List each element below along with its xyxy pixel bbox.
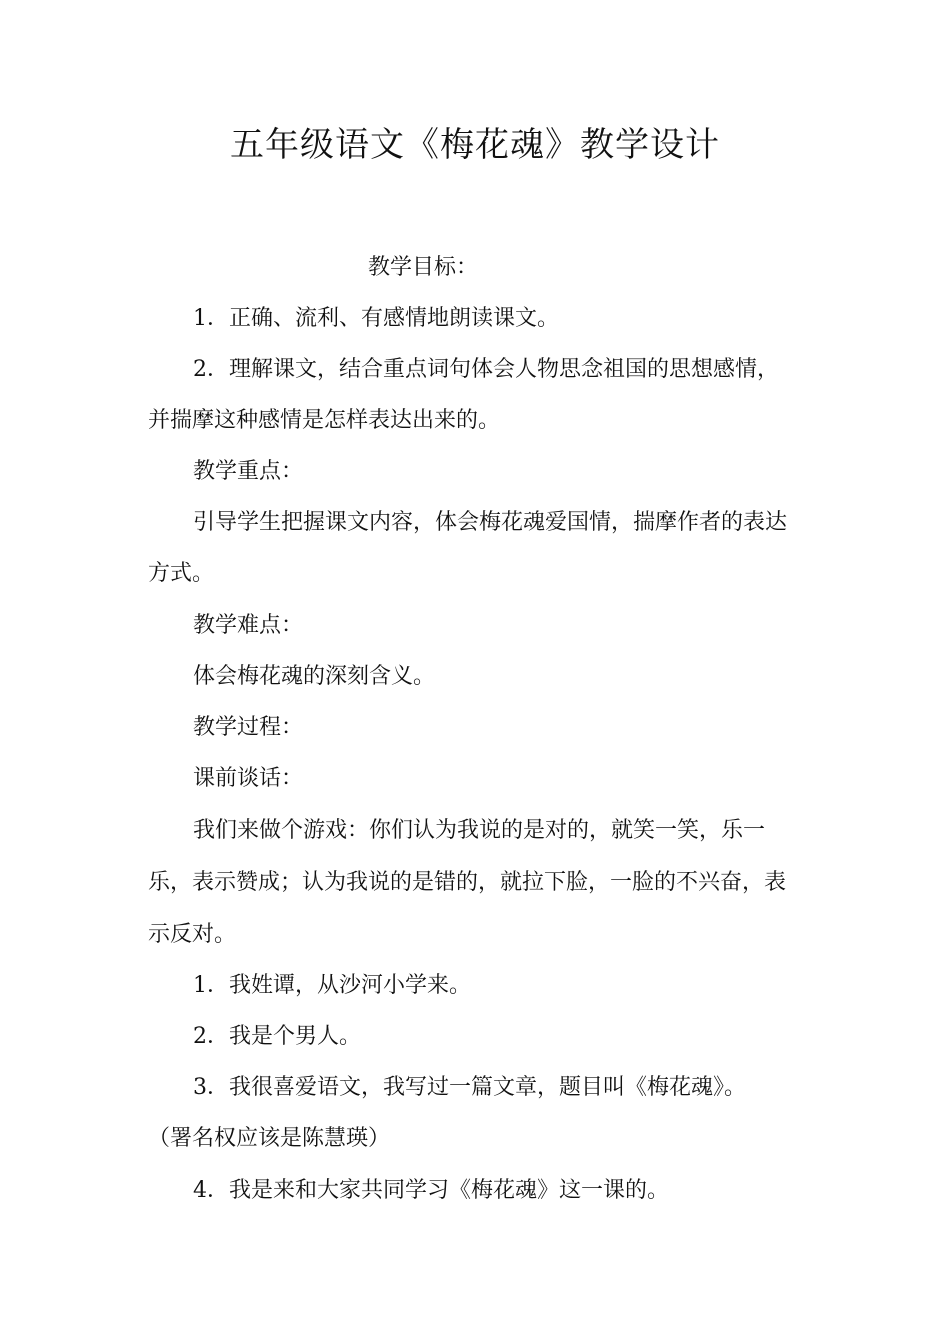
process-label: 教学过程： [193,715,304,740]
game-line-3: 示反对。 [148,922,237,947]
difficulty-label: 教学难点： [193,613,304,638]
objective-2-line-2: 并揣摩这种感情是怎样表达出来的。 [148,408,501,433]
game-line-2: 乐，表示赞成；认为我说的是错的，就拉下脸，一脸的不兴奋，表 [148,870,787,895]
pre-talk-label: 课前谈话： [193,766,304,791]
statement-4: 4．我是来和大家共同学习《梅花魂》这一课的。 [193,1178,669,1203]
statement-3-note: （署名权应该是陈慧瑛） [148,1126,391,1151]
statement-3: 3．我很喜爱语文，我写过一篇文章，题目叫《梅花魂》。 [193,1075,746,1100]
key-points-line-1: 引导学生把握课文内容，体会梅花魂爱国情，揣摩作者的表达 [193,510,788,535]
objectives-label: 教学目标： [368,255,479,280]
objective-1: 1．正确、流利、有感情地朗读课文。 [193,306,559,331]
key-points-label: 教学重点： [193,459,304,484]
statement-2: 2．我是个男人。 [193,1024,361,1049]
objective-2-line-1: 2．理解课文，结合重点词句体会人物思念祖国的思想感情， [193,357,779,382]
difficulty-text: 体会梅花魂的深刻含义。 [193,664,436,689]
key-points-line-2: 方式。 [148,561,215,586]
document-title: 五年级语文《梅花魂》教学设计 [230,125,720,165]
game-line-1: 我们来做个游戏：你们认为我说的是对的，就笑一笑，乐一 [193,818,766,843]
statement-1: 1．我姓谭，从沙河小学来。 [193,973,471,998]
